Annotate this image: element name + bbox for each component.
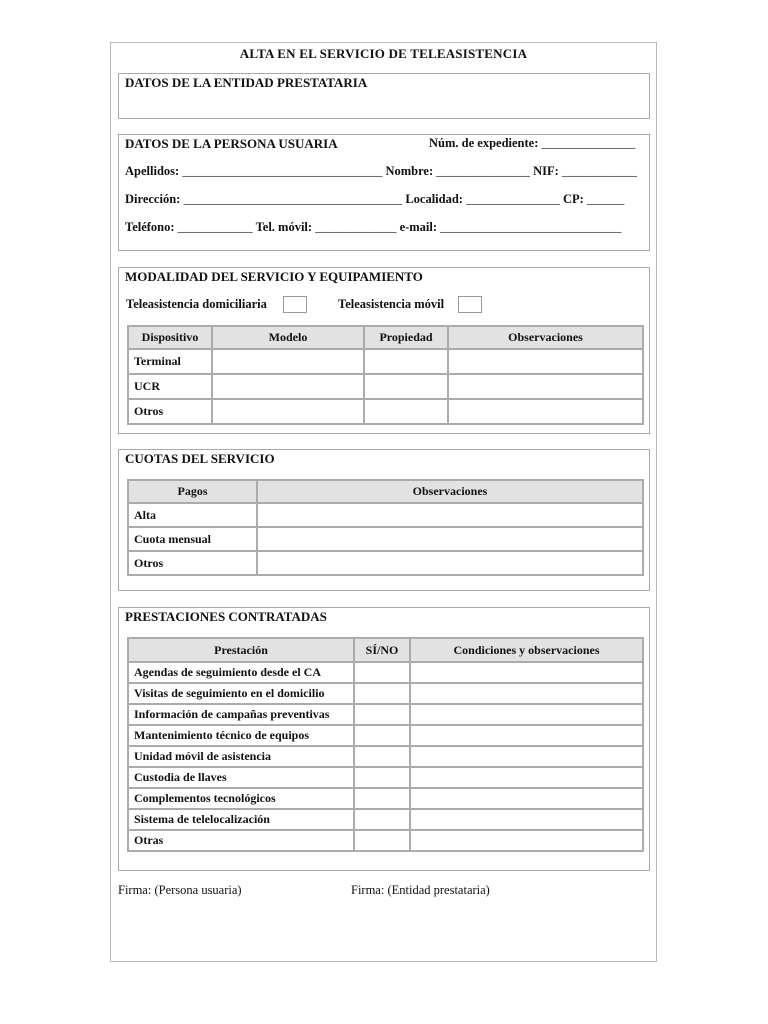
equipamiento-table (127, 325, 644, 425)
row-label: Otras (128, 830, 354, 851)
cell-si-no[interactable] (354, 683, 410, 704)
header-si-no: SÍ/NO (354, 638, 410, 662)
modalidad-section (118, 267, 650, 434)
movil-field[interactable]: _____________ (315, 220, 397, 234)
cell-condiciones[interactable] (410, 767, 643, 788)
cell-condiciones[interactable] (410, 704, 643, 725)
cell-si-no[interactable] (354, 809, 410, 830)
row-label: UCR (128, 374, 212, 399)
nif-field[interactable]: ____________ (561, 164, 637, 178)
cp-label: CP: (562, 192, 584, 206)
expediente-label: Núm. de expediente: (429, 136, 539, 150)
telefono-field[interactable]: ____________ (177, 220, 253, 234)
telefono-label: Teléfono: (125, 220, 175, 234)
cell-condiciones[interactable] (410, 683, 643, 704)
firma-entidad: Firma: (Entidad prestataria) (351, 883, 490, 897)
cell-condiciones[interactable] (410, 809, 643, 830)
table-row (128, 662, 643, 683)
firma-usuaria: Firma: (Persona usuaria) (118, 883, 242, 897)
cell-propiedad[interactable] (364, 374, 448, 399)
row-label: Alta (128, 503, 257, 527)
localidad-label: Localidad: (405, 192, 463, 206)
header-pagos: Pagos (128, 480, 257, 503)
cell-observaciones[interactable] (257, 503, 643, 527)
row-label: Mantenimiento técnico de equipos (128, 725, 354, 746)
expediente-field[interactable]: _______________ (541, 136, 636, 150)
cuotas-table (127, 479, 644, 576)
cell-observaciones[interactable] (448, 399, 643, 424)
apellidos-label: Apellidos: (125, 164, 180, 178)
movil-checkbox[interactable] (458, 296, 482, 313)
row-label: Otros (128, 551, 257, 575)
cell-si-no[interactable] (354, 788, 410, 809)
direccion-label: Dirección: (125, 192, 181, 206)
table-row (128, 683, 643, 704)
table-row (128, 788, 643, 809)
telefono-row (125, 220, 643, 235)
cell-observaciones[interactable] (448, 349, 643, 374)
cell-si-no[interactable] (354, 662, 410, 683)
form-title: ALTA EN EL SERVICIO DE TELEASISTENCIA (239, 46, 528, 61)
localidad-field[interactable]: _______________ (466, 192, 560, 206)
row-label: Unidad móvil de asistencia (128, 746, 354, 767)
persona-section (118, 134, 650, 251)
header-condiciones: Condiciones y observaciones (410, 638, 643, 662)
email-field[interactable]: _____________________________ (440, 220, 622, 234)
header-propiedad: Propiedad (364, 326, 448, 349)
prestaciones-section (118, 607, 650, 871)
table-row (128, 830, 643, 851)
table-row (128, 809, 643, 830)
cuotas-section (118, 449, 650, 591)
form-page (110, 42, 657, 962)
row-label: Complementos tecnológicos (128, 788, 354, 809)
table-row (128, 503, 643, 527)
table-header-row (128, 638, 643, 662)
cell-condiciones[interactable] (410, 830, 643, 851)
persona-title: DATOS DE LA PERSONA USUARIA (125, 136, 338, 151)
cell-condiciones[interactable] (410, 746, 643, 767)
domiciliaria-label: Teleasistencia domiciliaria (126, 297, 267, 311)
cell-modelo[interactable] (212, 374, 364, 399)
table-row (128, 551, 643, 575)
row-label: Otros (128, 399, 212, 424)
entidad-title: DATOS DE LA ENTIDAD PRESTATARIA (125, 75, 368, 90)
nombre-label: Nombre: (385, 164, 434, 178)
movil-label: Tel. móvil: (255, 220, 313, 234)
cell-condiciones[interactable] (410, 662, 643, 683)
cell-condiciones[interactable] (410, 788, 643, 809)
row-label: Agendas de seguimiento desde el CA (128, 662, 354, 683)
cell-observaciones[interactable] (448, 374, 643, 399)
cell-modelo[interactable] (212, 349, 364, 374)
email-label: e-mail: (399, 220, 438, 234)
table-row (128, 725, 643, 746)
table-row (128, 527, 643, 551)
table-row (128, 746, 643, 767)
header-dispositivo: Dispositivo (128, 326, 212, 349)
cell-propiedad[interactable] (364, 349, 448, 374)
cell-si-no[interactable] (354, 767, 410, 788)
direccion-row (125, 192, 643, 207)
apellidos-row (125, 164, 643, 179)
header-observaciones: Observaciones (448, 326, 643, 349)
expediente-row (429, 136, 635, 151)
nombre-field[interactable]: _______________ (436, 164, 530, 178)
cuotas-title: CUOTAS DEL SERVICIO (125, 451, 275, 466)
nif-label: NIF: (533, 164, 559, 178)
prestaciones-title: PRESTACIONES CONTRATADAS (125, 609, 327, 624)
header-modelo: Modelo (212, 326, 364, 349)
movil-option-label: Teleasistencia móvil (338, 297, 445, 311)
cell-condiciones[interactable] (410, 725, 643, 746)
cell-si-no[interactable] (354, 725, 410, 746)
cell-modelo[interactable] (212, 399, 364, 424)
table-header-row (128, 480, 643, 503)
row-label: Custodia de llaves (128, 767, 354, 788)
table-row (128, 767, 643, 788)
row-label: Terminal (128, 349, 212, 374)
row-label: Sistema de telelocalización (128, 809, 354, 830)
table-row (128, 399, 643, 424)
modalidad-title: MODALIDAD DEL SERVICIO Y EQUIPAMIENTO (125, 269, 423, 284)
row-label: Visitas de seguimiento en el domicilio (128, 683, 354, 704)
table-header-row (128, 326, 643, 349)
cp-field[interactable]: ______ (586, 192, 625, 206)
cell-si-no[interactable] (354, 704, 410, 725)
table-row (128, 704, 643, 725)
direccion-field[interactable]: ___________________________________ (183, 192, 403, 206)
table-row (128, 349, 643, 374)
cell-observaciones[interactable] (257, 551, 643, 575)
entidad-section (118, 73, 650, 119)
apellidos-field[interactable]: ________________________________ (182, 164, 383, 178)
cell-propiedad[interactable] (364, 399, 448, 424)
header-prestacion: Prestación (128, 638, 354, 662)
row-label: Información de campañas preventivas (128, 704, 354, 725)
row-label: Cuota mensual (128, 527, 257, 551)
cell-si-no[interactable] (354, 746, 410, 767)
cell-observaciones[interactable] (257, 527, 643, 551)
domiciliaria-checkbox[interactable] (283, 296, 307, 313)
header-observaciones: Observaciones (257, 480, 643, 503)
cell-si-no[interactable] (354, 830, 410, 851)
prestaciones-table (127, 637, 644, 852)
table-row (128, 374, 643, 399)
